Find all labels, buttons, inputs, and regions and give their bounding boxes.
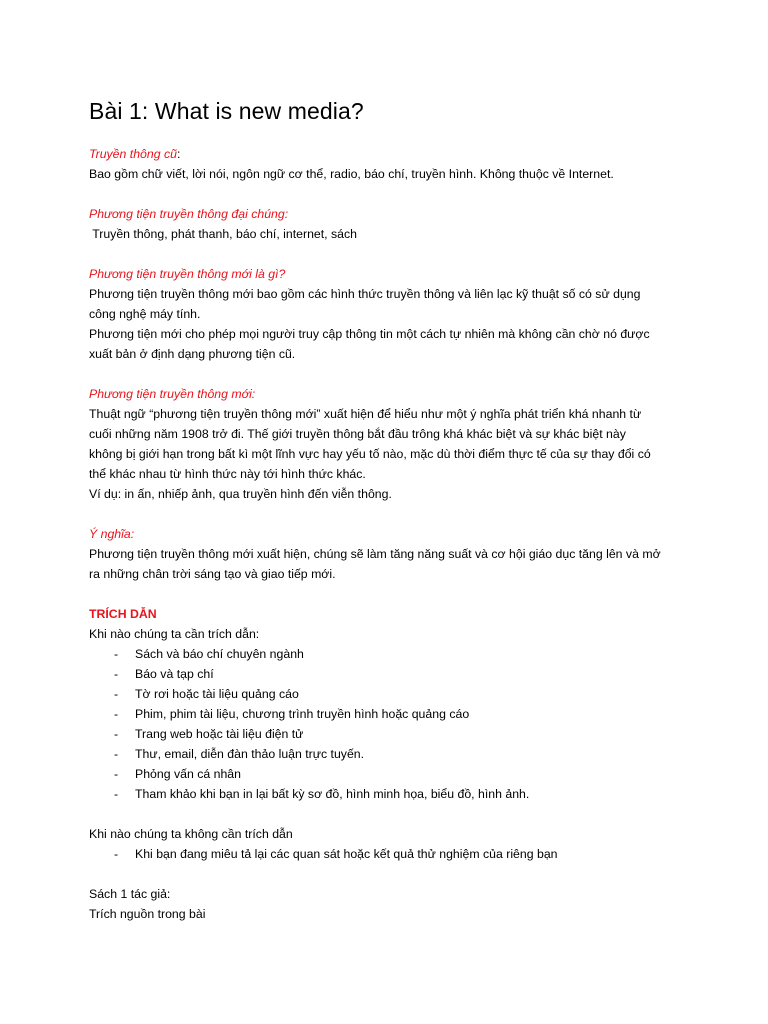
citation-not-needed-list <box>89 844 689 864</box>
list-item <box>89 784 689 804</box>
list-item-text: Trang web hoặc tài liệu điện tử <box>135 727 304 741</box>
list-item-text: Tờ rơi hoặc tài liệu quảng cáo <box>135 687 299 701</box>
body-line: Ví dụ: in ấn, nhiếp ảnh, qua truyền hình đến viễn thông. <box>89 487 392 501</box>
dash-bullet: - <box>114 667 119 681</box>
body-line: Trích nguồn trong bài <box>89 907 206 921</box>
spacer <box>89 804 689 824</box>
list-item <box>89 724 689 744</box>
list-item <box>89 844 689 864</box>
body-line: Thuật ngữ “phương tiện truyền thông mới” xuất hiện để hiểu như một ý nghĩa phát triển khá nhanh từ <box>89 407 642 421</box>
list-item-text: Phim, phim tài liệu, chương trình truyền hình hoặc quảng cáo <box>135 707 470 721</box>
body-line: không bị giới hạn trong bất kì một lĩnh vực hay yếu tố nào, mặc dù thời điểm thực tế của sự thay đổi có <box>89 447 651 461</box>
dash-bullet: - <box>114 707 119 721</box>
dash-bullet: - <box>114 647 119 661</box>
document-page <box>89 96 689 924</box>
body-line: ra những chân trời sáng tạo và giao tiếp mới. <box>89 567 336 581</box>
section-heading-old-media <box>89 144 689 164</box>
page-title: Bài 1: What is new media? <box>89 98 364 124</box>
list-item <box>89 664 689 684</box>
list-intro: Khi nào chúng ta không cần trích dẫn <box>89 827 293 841</box>
section-heading-meaning: Ý nghĩa: <box>89 527 135 541</box>
section-heading-text: Truyền thông cũ <box>89 147 177 161</box>
dash-bullet: - <box>114 687 119 701</box>
dash-bullet: - <box>114 747 119 761</box>
list-item <box>89 684 689 704</box>
list-item <box>89 744 689 764</box>
spacer <box>89 504 689 524</box>
list-item-text: Báo và tạp chí <box>135 667 214 681</box>
list-intro: Khi nào chúng ta cần trích dẫn: <box>89 627 260 641</box>
spacer <box>89 364 689 384</box>
dash-bullet: - <box>114 767 119 781</box>
section-heading-colon: : <box>176 147 181 161</box>
body-line: cuối những năm 1908 trở đi. Thế giới truyền thông bắt đầu trông khá khác biệt và sự khác biệt này <box>89 427 626 441</box>
section-body: Truyền thông, phát thanh, báo chí, internet, sách <box>89 227 357 241</box>
section-body: Bao gồm chữ viết, lời nói, ngôn ngữ cơ thể, radio, báo chí, truyền hình. Không thuộc về Internet. <box>89 167 614 181</box>
list-item-text: Khi bạn đang miêu tả lại các quan sát hoặc kết quả thử nghiệm của riêng bạn <box>135 847 558 861</box>
dash-bullet: - <box>114 727 119 741</box>
section-heading-mass-media: Phương tiện truyền thông đại chúng: <box>89 207 289 221</box>
body-line: Sách 1 tác giả: <box>89 887 171 901</box>
list-item <box>89 644 689 664</box>
section-heading-citation: TRÍCH DẪN <box>89 607 157 621</box>
list-item-text: Sách và báo chí chuyên ngành <box>135 647 304 661</box>
list-item <box>89 704 689 724</box>
section-heading-new-media: Phương tiện truyền thông mới: <box>89 387 256 401</box>
list-item-text: Tham khảo khi bạn in lại bất kỳ sơ đồ, hình minh họa, biểu đồ, hình ảnh. <box>135 787 530 801</box>
list-item-text: Phỏng vấn cá nhân <box>135 767 241 781</box>
body-line: Phương tiện truyền thông mới bao gồm các hình thức truyền thông và liên lạc kỹ thuật số có sử dụng <box>89 287 641 301</box>
spacer <box>89 864 689 884</box>
spacer <box>89 584 689 604</box>
body-line: Phương tiện truyền thông mới xuất hiện, chúng sẽ làm tăng năng suất và cơ hội giáo dục tăng lên và mở <box>89 547 661 561</box>
body-line: xuất bản ở định dạng phương tiện cũ. <box>89 347 296 361</box>
list-item-text: Thư, email, diễn đàn thảo luận trực tuyến. <box>135 747 365 761</box>
spacer <box>89 244 689 264</box>
body-line: thể khác nhau từ hình thức này tới hình thức khác. <box>89 467 366 481</box>
dash-bullet: - <box>114 787 119 801</box>
body-line: công nghệ máy tính. <box>89 307 201 321</box>
section-heading-what-is-new-media: Phương tiện truyền thông mới là gì? <box>89 267 286 281</box>
citation-needed-list <box>89 644 689 804</box>
spacer <box>89 184 689 204</box>
dash-bullet: - <box>114 847 119 861</box>
body-line: Phương tiện mới cho phép mọi người truy cập thông tin một cách tự nhiên mà không cần chờ nó được <box>89 327 650 341</box>
list-item <box>89 764 689 784</box>
